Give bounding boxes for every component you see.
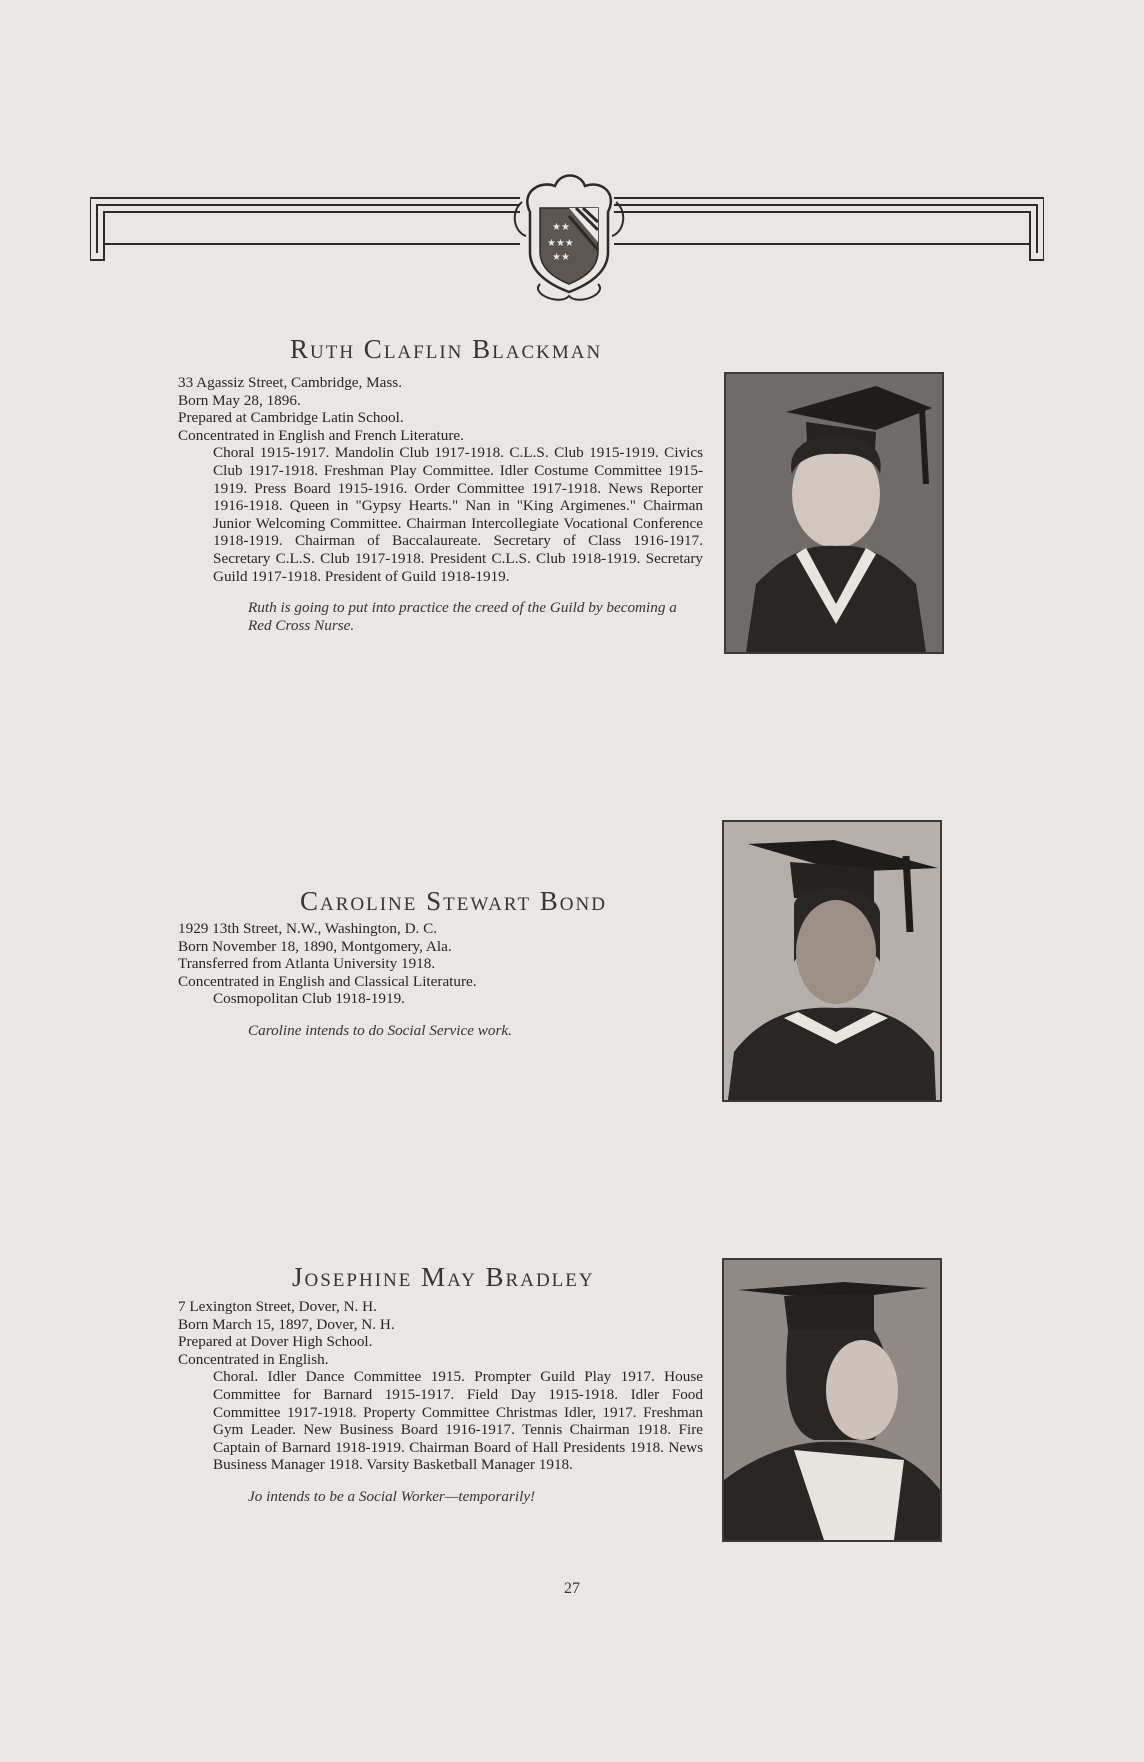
crest-icon [515,176,623,300]
preparation: Transferred from Atlanta University 1918. [178,955,436,973]
student-details [178,374,703,634]
note: Ruth is going to put into practice the creed of the Guild by becoming a Red Cross Nurse. [248,599,677,634]
address: 1929 13th Street, N.W., Washington, D. C. [178,920,438,937]
portrait-photo [724,372,944,654]
svg-text:★★: ★★ [552,252,570,263]
student-name: Josephine May Bradley [292,1262,595,1292]
portrait-icon [724,1260,940,1540]
portrait-icon [726,374,942,652]
address: 7 Lexington Street, Dover, N. H. [178,1298,377,1315]
birth-info: Born November 18, 1890, Montgomery, Ala. [178,937,452,955]
student-details [178,1298,703,1506]
header-ornament [90,172,1044,312]
preparation: Prepared at Cambridge Latin School. [178,409,404,427]
birth-info: Born March 15, 1897, Dover, N. H. [178,1315,395,1333]
portrait-photo [722,820,942,1102]
activities: Cosmopolitan Club 1918-1919. [213,990,405,1008]
activities: Choral 1915-1917. Mandolin Club 1917-1918. C.L.S. Club 1915-1919. Civics Club 1917-1918. Freshman Play Committee. Idler Costume Committee 1915-1919. Press Board 1915-1916. Order Committee 1917-1918. News Reporter 1916-1918. Queen in "Gypsy Hearts." Nan in "King Argimenes." Chairman Junior Welcoming Committee. Chairman Intercollegiate Vocational Conference 1918-1919. Chairman of Baccalaureate. Secretary of Class 1916-1917. Secretary C.L.S. Club 1917-1918. President C.L.S. Club 1918-1919. Secretary Guild 1917-1918. President of Guild 1918-1919. [213,444,703,585]
portrait-icon [724,822,940,1100]
svg-text:★★: ★★ [552,222,570,233]
student-name: Ruth Claflin Blackman [290,334,603,364]
page-number: 27 [564,1580,580,1597]
concentration: Concentrated in English and French Literature. [178,426,464,444]
concentration: Concentrated in English and Classical Literature. [178,972,477,990]
note: Jo intends to be a Social Worker—temporarily! [248,1487,536,1505]
address: 33 Agassiz Street, Cambridge, Mass. [178,374,402,391]
student-details [178,920,703,1040]
note: Caroline intends to do Social Service work. [248,1021,512,1039]
svg-text:★★★: ★★★ [547,238,574,249]
birth-info: Born May 28, 1896. [178,391,301,409]
student-name: Caroline Stewart Bond [300,886,607,916]
concentration: Concentrated in English. [178,1350,329,1368]
preparation: Prepared at Dover High School. [178,1333,373,1351]
portrait-photo [722,1258,942,1542]
activities: Choral. Idler Dance Committee 1915. Prompter Guild Play 1917. House Committee for Barnard 1915-1917. Field Day 1915-1918. Idler Food Committee 1917-1918. Property Committee Christmas Idler, 1917. Freshman Gym Leader. New Business Board 1916-1917. Tennis Chairman 1918. Fire Captain of Barnard 1918-1919. Chairman Board of Hall Presidents 1918. News Business Manager 1918. Varsity Basketball Manager 1918. [213,1368,703,1474]
